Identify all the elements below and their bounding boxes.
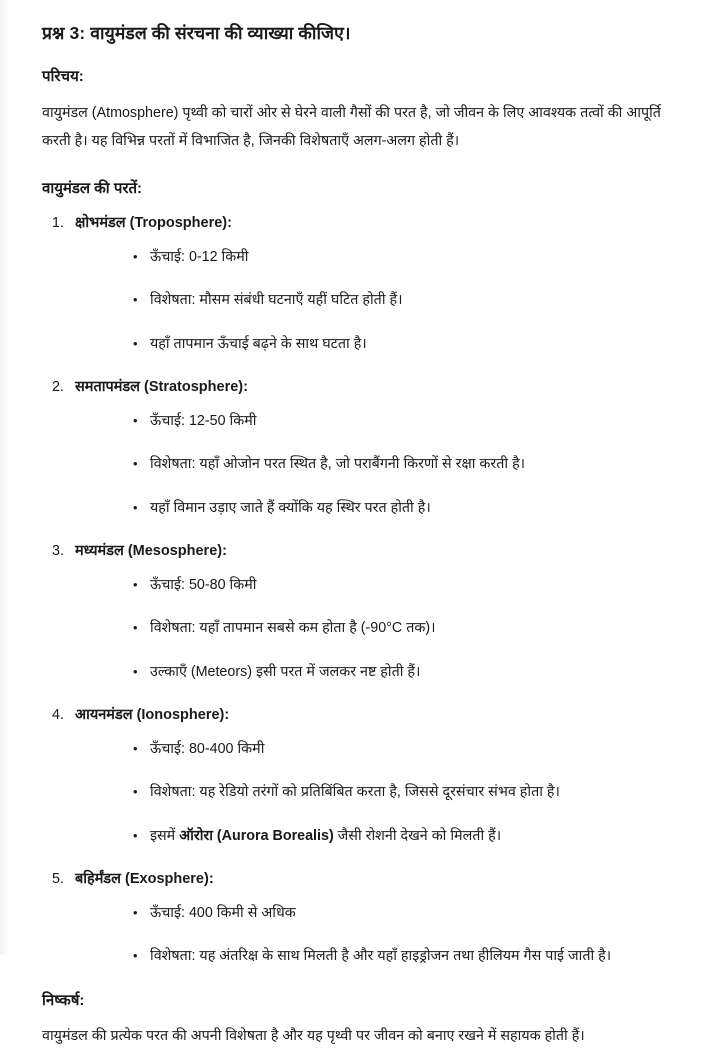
layer-detail-list [42, 411, 674, 519]
bullet-icon: • [133, 620, 138, 636]
layer-detail-text: विशेषता: यहाँ तापमान सबसे कम होता है (-90°C तक)। [150, 620, 436, 637]
layer-item [42, 214, 674, 355]
bullet-icon: • [133, 948, 138, 964]
layer-item [42, 378, 674, 519]
bullet-icon: • [133, 412, 138, 428]
layer-number: 5. [52, 870, 64, 887]
bullet-icon: • [133, 904, 138, 920]
layer-detail-item [42, 662, 674, 683]
layer-detail-text: विशेषता: यह अंतरिक्ष के साथ मिलती है और यहाँ हाइड्रोजन तथा हीलियम गैस पाई जाती है। [150, 948, 612, 965]
layer-detail-item [42, 618, 674, 639]
bullet-icon: • [133, 248, 138, 264]
bullet-icon: • [133, 784, 138, 800]
layer-title-row [52, 706, 674, 725]
bullet-icon: • [133, 664, 138, 680]
bullet-icon: • [133, 336, 138, 352]
detail-text-prefix: इसमें [150, 828, 180, 845]
layer-detail-text: ऊँचाई: 400 किमी से अधिक [150, 904, 296, 921]
detail-text-suffix: जैसी रोशनी देखने को मिलती हैं। [333, 828, 502, 845]
bullet-icon: • [133, 740, 138, 756]
layer-title-row [52, 214, 674, 233]
bullet-icon: • [133, 500, 138, 516]
layer-detail-item [42, 334, 674, 355]
layers-list [42, 214, 674, 967]
layer-detail-list [42, 247, 674, 355]
layer-detail-item [42, 290, 674, 311]
layer-detail-list [42, 739, 674, 847]
layer-detail-item [42, 739, 674, 760]
layer-title: समतापमंडल (Stratosphere): [75, 378, 248, 395]
layer-title: क्षोभमंडल (Troposphere): [75, 214, 232, 231]
layer-detail-text: विशेषता: मौसम संबंधी घटनाएँ यहीं घटित होती हैं। [150, 292, 403, 309]
layer-title-row [52, 378, 674, 397]
layer-item [42, 706, 674, 847]
layer-detail-text: उल्काएँ (Meteors) इसी परत में जलकर नष्ट होती हैं। [150, 664, 421, 681]
layer-detail-item [42, 903, 674, 924]
layer-detail-text: विशेषता: यह रेडियो तरंगों को प्रतिबिंबित करता है, जिससे दूरसंचार संभव होता है। [150, 784, 560, 801]
layer-detail-text: ऊँचाई: 50-80 किमी [150, 576, 257, 593]
layer-detail-item [42, 782, 674, 803]
bullet-icon: • [133, 828, 138, 844]
bullet-icon: • [133, 576, 138, 592]
layer-detail-list [42, 575, 674, 683]
layer-title: आयनमंडल (Ionosphere): [75, 706, 230, 723]
layer-detail-item [42, 411, 674, 432]
layer-title: बहिर्मंडल (Exosphere): [75, 870, 214, 887]
layer-title: मध्यमंडल (Mesosphere): [75, 542, 227, 559]
layer-detail-item [42, 454, 674, 475]
layer-item [42, 870, 674, 967]
layer-detail-text: ऊँचाई: 80-400 किमी [150, 740, 265, 757]
layer-detail-text: विशेषता: यहाँ ओजोन परत स्थित है, जो पराबैंगनी किरणों से रक्षा करती है। [150, 456, 526, 473]
conclusion-paragraph: वायुमंडल की प्रत्येक परत की अपनी विशेषता है और यह पृथ्वी पर जीवन को बनाए रखने में सहायक होती हैं। [42, 1028, 585, 1045]
layers-section-heading: वायुमंडल की परतें: [42, 179, 143, 197]
layer-detail-item [42, 826, 674, 847]
layer-title-row [52, 870, 674, 889]
layer-title-row [52, 542, 674, 561]
detail-text-emphasis: ऑरोरा (Aurora Borealis) [179, 828, 334, 845]
intro-paragraph: वायुमंडल (Atmosphere) पृथ्वी को चारों ओर से घेरने वाली गैसों की परत है, जो जीवन के लिए आवश्यक तत्वों की आपूर्ति करती है। यह विभिन्न परतों में विभाजित है, जिनकी विशेषताएँ अलग-अलग होती हैं। [42, 105, 661, 149]
layer-number: 3. [52, 542, 64, 559]
conclusion-heading: निष्कर्ष: [42, 992, 85, 1010]
layer-detail-text [150, 826, 501, 847]
layer-detail-item [42, 247, 674, 268]
layer-number: 2. [52, 378, 64, 395]
layer-detail-list [42, 903, 674, 967]
layer-detail-item [42, 946, 674, 967]
layer-number: 1. [52, 214, 64, 231]
intro-heading: परिचय: [42, 67, 84, 85]
layer-detail-text: ऊँचाई: 12-50 किमी [150, 412, 257, 429]
layer-detail-text: यहाँ तापमान ऊँचाई बढ़ने के साथ घटता है। [150, 336, 367, 353]
page-title: प्रश्न 3: वायुमंडल की संरचना की व्याख्या कीजिए। [42, 23, 351, 43]
layer-detail-item [42, 498, 674, 519]
bullet-icon: • [133, 456, 138, 472]
layer-item [42, 542, 674, 683]
layer-detail-text: ऊँचाई: 0-12 किमी [150, 248, 249, 265]
layer-number: 4. [52, 706, 64, 723]
layer-detail-item [42, 575, 674, 596]
bullet-icon: • [133, 292, 138, 308]
layer-detail-text: यहाँ विमान उड़ाए जाते हैं क्योंकि यह स्थिर परत होती है। [150, 500, 431, 517]
